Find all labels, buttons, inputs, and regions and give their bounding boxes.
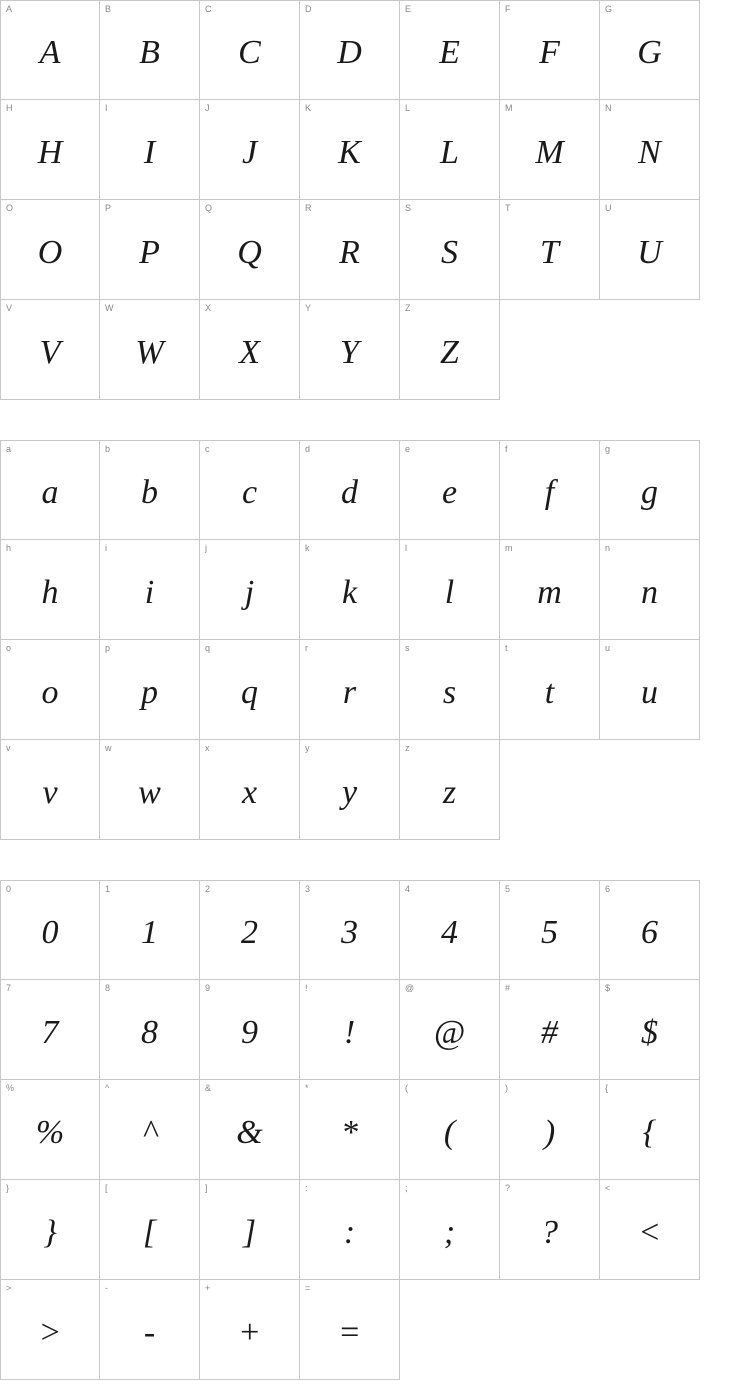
glyph-block-uppercase xyxy=(0,0,700,400)
glyph-code-label: q xyxy=(205,643,211,653)
glyph-cell[interactable] xyxy=(300,100,400,200)
glyph-code-label: ^ xyxy=(105,1083,110,1093)
glyph-code-label: [ xyxy=(105,1183,108,1193)
glyph-code-label: : xyxy=(305,1183,308,1193)
glyph-cell[interactable] xyxy=(400,880,500,980)
glyph-sample: ) xyxy=(543,1113,556,1151)
glyph-code-label: 5 xyxy=(505,884,511,894)
glyph-sample: L xyxy=(440,133,459,171)
glyph-sample: D xyxy=(337,34,362,71)
glyph-code-label: & xyxy=(205,1083,212,1093)
glyph-cell[interactable] xyxy=(600,980,700,1080)
glyph-cell[interactable] xyxy=(500,0,600,100)
glyph-cell[interactable] xyxy=(600,880,700,980)
glyph-cell[interactable] xyxy=(100,880,200,980)
glyph-sample: k xyxy=(341,573,358,611)
glyph-cell[interactable] xyxy=(100,980,200,1080)
glyph-code-label: Z xyxy=(405,303,411,313)
glyph-sample: $ xyxy=(641,1013,658,1051)
glyph-sample: y xyxy=(341,773,358,811)
glyph-sample: 1 xyxy=(141,914,158,951)
glyph-code-label: 3 xyxy=(305,884,311,894)
glyph-code-label: J xyxy=(205,103,210,113)
glyph-code-label: s xyxy=(405,643,410,653)
glyph-cell[interactable] xyxy=(0,300,100,400)
glyph-cell[interactable] xyxy=(400,200,500,300)
glyph-sample: ; xyxy=(443,1213,456,1251)
glyph-sample: { xyxy=(642,1113,657,1151)
glyph-code-label: ? xyxy=(505,1183,511,1193)
glyph-sample: S xyxy=(441,233,458,271)
glyph-sample: Z xyxy=(440,333,459,371)
block-separator xyxy=(0,400,700,440)
glyph-cell[interactable] xyxy=(200,1280,300,1380)
glyph-sample: m xyxy=(537,573,562,611)
glyph-cell[interactable] xyxy=(500,1180,600,1280)
glyph-sample: > xyxy=(38,1313,62,1351)
glyph-sample: i xyxy=(144,573,155,611)
glyph-sample: V xyxy=(39,333,61,371)
glyph-sample: w xyxy=(138,773,161,811)
glyph-sample: g xyxy=(641,474,658,511)
glyph-code-label: x xyxy=(205,743,210,753)
glyph-sample: O xyxy=(37,233,63,271)
glyph-cell[interactable] xyxy=(400,440,500,540)
glyph-code-label: v xyxy=(6,743,11,753)
glyph-cell[interactable] xyxy=(200,640,300,740)
glyph-code-label: y xyxy=(305,743,310,753)
glyph-sample: I xyxy=(143,133,156,171)
glyph-code-label: P xyxy=(105,203,112,213)
glyph-sample: 0 xyxy=(41,914,59,951)
glyph-code-label: C xyxy=(205,4,212,14)
glyph-code-label: R xyxy=(305,203,312,213)
glyph-sample: J xyxy=(241,133,258,171)
glyph-block-digits-and-symbols xyxy=(0,880,700,1380)
glyph-code-label: + xyxy=(205,1283,211,1293)
glyph-cell[interactable] xyxy=(400,980,500,1080)
glyph-cell[interactable] xyxy=(0,880,100,980)
glyph-code-label: { xyxy=(605,1083,609,1093)
glyph-sample: ] xyxy=(242,1213,257,1251)
glyph-cell[interactable] xyxy=(100,640,200,740)
glyph-cell[interactable] xyxy=(500,440,600,540)
glyph-cell[interactable] xyxy=(400,300,500,400)
glyph-cell[interactable] xyxy=(400,0,500,100)
glyph-code-label: b xyxy=(105,444,111,454)
glyph-code-label: N xyxy=(605,103,612,113)
glyph-sample: & xyxy=(236,1113,263,1151)
glyph-cell[interactable] xyxy=(0,200,100,300)
glyph-cell[interactable] xyxy=(300,980,400,1080)
glyph-code-label: g xyxy=(605,444,611,454)
glyph-cell[interactable] xyxy=(400,100,500,200)
glyph-sample: [ xyxy=(142,1213,157,1251)
glyph-code-label: < xyxy=(605,1183,611,1193)
glyph-sample: % xyxy=(35,1113,65,1151)
glyph-sample: q xyxy=(241,673,258,711)
glyph-code-label: n xyxy=(605,543,611,553)
glyph-cell[interactable] xyxy=(300,1280,400,1380)
glyph-cell[interactable] xyxy=(300,200,400,300)
glyph-code-label: } xyxy=(6,1183,10,1193)
glyph-sample: < xyxy=(638,1213,661,1251)
glyph-cell[interactable] xyxy=(300,1180,400,1280)
glyph-code-label: t xyxy=(505,643,508,653)
glyph-sample: l xyxy=(444,573,455,611)
glyph-code-label: 8 xyxy=(105,983,111,993)
glyph-sample: 6 xyxy=(641,914,658,951)
glyph-cell[interactable] xyxy=(0,640,100,740)
glyph-code-label: K xyxy=(305,103,312,113)
glyph-cell[interactable] xyxy=(100,1180,200,1280)
glyph-sample: = xyxy=(338,1313,361,1351)
glyph-cell[interactable] xyxy=(0,100,100,200)
glyph-sample: ! xyxy=(343,1013,356,1051)
glyph-sample: * xyxy=(341,1113,358,1151)
glyph-sample: G xyxy=(637,34,662,71)
glyph-sample: n xyxy=(641,573,658,611)
glyph-code-label: @ xyxy=(405,983,415,993)
glyph-code-label: G xyxy=(605,4,613,14)
glyph-sample: U xyxy=(637,233,662,271)
glyph-sample: 2 xyxy=(241,914,258,951)
glyph-sample: C xyxy=(238,34,261,71)
glyph-sample: 7 xyxy=(41,1013,59,1051)
glyph-cell[interactable] xyxy=(100,540,200,640)
glyph-code-label: % xyxy=(6,1083,15,1093)
glyph-sample: p xyxy=(141,673,158,711)
glyph-code-label: c xyxy=(205,444,210,454)
glyph-code-label: i xyxy=(105,543,107,553)
glyph-sample: + xyxy=(238,1313,261,1351)
glyph-cell[interactable] xyxy=(500,540,600,640)
glyph-cell[interactable] xyxy=(500,100,600,200)
glyph-code-label: L xyxy=(405,103,411,113)
glyph-cell[interactable] xyxy=(200,0,300,100)
glyph-sample: Q xyxy=(237,233,262,271)
glyph-sample: B xyxy=(139,34,160,71)
glyph-sample: b xyxy=(141,474,158,511)
glyph-code-label: I xyxy=(105,103,108,113)
glyph-code-label: f xyxy=(505,444,508,454)
glyph-sample: t xyxy=(544,673,555,711)
glyph-sample: c xyxy=(241,474,258,511)
glyph-code-label: 6 xyxy=(605,884,611,894)
glyph-cell[interactable] xyxy=(200,740,300,840)
glyph-code-label: ! xyxy=(305,983,308,993)
glyph-cell[interactable] xyxy=(200,880,300,980)
glyph-cell[interactable] xyxy=(200,440,300,540)
glyph-sample: H xyxy=(37,133,63,171)
glyph-code-label: X xyxy=(205,303,212,313)
glyph-cell[interactable] xyxy=(500,200,600,300)
glyph-code-label: 1 xyxy=(105,884,111,894)
glyph-block-lowercase xyxy=(0,440,700,840)
glyph-cell[interactable] xyxy=(600,100,700,200)
glyph-code-label: F xyxy=(505,4,511,14)
glyph-code-label: - xyxy=(105,1283,108,1293)
glyph-code-label: w xyxy=(105,743,112,753)
glyph-sample: X xyxy=(239,333,260,371)
glyph-sample: P xyxy=(139,233,160,271)
glyph-cell[interactable] xyxy=(600,440,700,540)
glyph-sample: - xyxy=(143,1313,156,1351)
glyph-cell[interactable] xyxy=(600,540,700,640)
glyph-sample: F xyxy=(539,34,560,71)
glyph-sample: T xyxy=(540,233,559,271)
glyph-cell[interactable] xyxy=(100,200,200,300)
glyph-cell[interactable] xyxy=(0,1180,100,1280)
glyph-cell[interactable] xyxy=(400,640,500,740)
glyph-cell[interactable] xyxy=(500,1080,600,1180)
glyph-sample: A xyxy=(39,34,61,71)
glyph-cell[interactable] xyxy=(200,300,300,400)
glyph-cell[interactable] xyxy=(500,880,600,980)
glyph-code-label: A xyxy=(6,4,13,14)
glyph-code-label: o xyxy=(6,643,12,653)
glyph-code-label: e xyxy=(405,444,411,454)
glyph-sample: 3 xyxy=(341,914,358,951)
glyph-sample: # xyxy=(541,1013,558,1051)
glyph-cell[interactable] xyxy=(100,100,200,200)
glyph-code-label: u xyxy=(605,643,611,653)
glyph-code-label: M xyxy=(505,103,513,113)
glyph-code-label: j xyxy=(205,543,207,553)
glyph-sample: r xyxy=(342,673,357,711)
glyph-cell[interactable] xyxy=(100,740,200,840)
glyph-cell[interactable] xyxy=(500,640,600,740)
glyph-code-label: 7 xyxy=(6,983,12,993)
glyph-sample: : xyxy=(343,1213,356,1251)
glyph-cell[interactable] xyxy=(600,640,700,740)
glyph-cell[interactable] xyxy=(400,1180,500,1280)
glyph-cell[interactable] xyxy=(200,1080,300,1180)
glyph-sample: ? xyxy=(541,1213,558,1251)
glyph-code-label: = xyxy=(305,1283,311,1293)
glyph-code-label: V xyxy=(6,303,13,313)
glyph-sample: Y xyxy=(340,333,359,371)
glyph-code-label: 0 xyxy=(6,884,12,894)
glyph-cell[interactable] xyxy=(200,100,300,200)
glyph-code-label: > xyxy=(6,1283,12,1293)
glyph-code-label: E xyxy=(405,4,412,14)
glyph-sample: W xyxy=(135,333,164,371)
glyph-code-label: d xyxy=(305,444,311,454)
glyph-code-label: a xyxy=(6,444,12,454)
glyph-code-label: W xyxy=(105,303,114,313)
glyph-cell[interactable] xyxy=(0,0,100,100)
glyph-sample: s xyxy=(442,673,457,711)
glyph-sample: M xyxy=(535,133,564,171)
glyph-code-label: T xyxy=(505,203,511,213)
glyph-code-label: B xyxy=(105,4,112,14)
glyph-sample: v xyxy=(42,773,58,811)
glyph-code-label: k xyxy=(305,543,310,553)
glyph-sample: f xyxy=(544,474,555,511)
glyph-code-label: ] xyxy=(205,1183,208,1193)
glyph-cell[interactable] xyxy=(0,540,100,640)
glyph-code-label: $ xyxy=(605,983,611,993)
glyph-sample: 5 xyxy=(541,914,558,951)
glyph-cell[interactable] xyxy=(600,200,700,300)
glyph-cell[interactable] xyxy=(500,980,600,1080)
glyph-cell[interactable] xyxy=(100,1280,200,1380)
glyph-cell[interactable] xyxy=(0,1080,100,1180)
glyph-cell[interactable] xyxy=(300,0,400,100)
glyph-sample: a xyxy=(41,474,59,511)
glyph-sample: e xyxy=(441,474,458,511)
block-separator xyxy=(0,840,700,880)
glyph-code-label: p xyxy=(105,643,111,653)
glyph-cell[interactable] xyxy=(200,540,300,640)
glyph-sample: x xyxy=(241,773,258,811)
glyph-cell[interactable] xyxy=(300,440,400,540)
glyph-cell[interactable] xyxy=(300,300,400,400)
glyph-cell[interactable] xyxy=(100,0,200,100)
glyph-cell[interactable] xyxy=(300,540,400,640)
glyph-cell[interactable] xyxy=(0,740,100,840)
glyph-code-label: # xyxy=(505,983,511,993)
glyph-code-label: ; xyxy=(405,1183,408,1193)
glyph-cell[interactable] xyxy=(0,1280,100,1380)
glyph-cell[interactable] xyxy=(300,640,400,740)
glyph-code-label: Q xyxy=(205,203,213,213)
glyph-cell[interactable] xyxy=(600,0,700,100)
glyph-sample: 4 xyxy=(441,914,458,951)
glyph-code-label: S xyxy=(405,203,412,213)
glyph-code-label: l xyxy=(405,543,407,553)
glyph-code-label: 9 xyxy=(205,983,211,993)
glyph-sample: ( xyxy=(443,1113,456,1151)
glyph-code-label: h xyxy=(6,543,12,553)
glyph-sample: N xyxy=(638,133,661,171)
glyph-sample: E xyxy=(439,34,460,71)
glyph-code-label: Y xyxy=(305,303,312,313)
glyph-code-label: m xyxy=(505,543,513,553)
glyph-code-label: U xyxy=(605,203,612,213)
glyph-cell[interactable] xyxy=(200,200,300,300)
glyph-sample: u xyxy=(641,673,658,711)
glyph-cell[interactable] xyxy=(600,1180,700,1280)
glyph-sample: R xyxy=(339,233,360,271)
glyph-cell[interactable] xyxy=(100,1080,200,1180)
glyph-cell[interactable] xyxy=(200,980,300,1080)
glyph-sample: @ xyxy=(433,1013,466,1051)
glyph-cell[interactable] xyxy=(0,980,100,1080)
glyph-code-label: 4 xyxy=(405,884,411,894)
glyph-cell[interactable] xyxy=(400,740,500,840)
glyph-cell[interactable] xyxy=(600,1080,700,1180)
glyph-code-label: D xyxy=(305,4,312,14)
glyph-sample: K xyxy=(338,133,361,171)
glyph-code-label: * xyxy=(305,1083,309,1093)
glyph-sample: 9 xyxy=(241,1013,258,1051)
glyph-code-label: z xyxy=(405,743,410,753)
glyph-code-label: ( xyxy=(405,1083,408,1093)
glyph-cell[interactable] xyxy=(200,1180,300,1280)
glyph-sample: 8 xyxy=(141,1013,158,1051)
glyph-sample: d xyxy=(341,474,358,511)
glyph-code-label: r xyxy=(305,643,308,653)
glyph-sample: ^ xyxy=(142,1113,157,1151)
glyph-code-label: ) xyxy=(505,1083,508,1093)
glyph-cell[interactable] xyxy=(0,440,100,540)
glyph-cell[interactable] xyxy=(300,740,400,840)
glyph-cell[interactable] xyxy=(400,540,500,640)
glyph-cell[interactable] xyxy=(400,1080,500,1180)
glyph-code-label: 2 xyxy=(205,884,211,894)
glyph-sample: j xyxy=(244,573,255,611)
glyph-cell[interactable] xyxy=(100,440,200,540)
glyph-cell[interactable] xyxy=(300,880,400,980)
glyph-code-label: H xyxy=(6,103,13,113)
glyph-cell[interactable] xyxy=(300,1080,400,1180)
glyph-sample: o xyxy=(41,673,59,711)
glyph-cell[interactable] xyxy=(100,300,200,400)
glyph-sample: h xyxy=(41,573,59,611)
glyph-sample: } xyxy=(43,1213,57,1251)
glyph-code-label: O xyxy=(6,203,14,213)
glyph-sample: z xyxy=(442,773,457,811)
